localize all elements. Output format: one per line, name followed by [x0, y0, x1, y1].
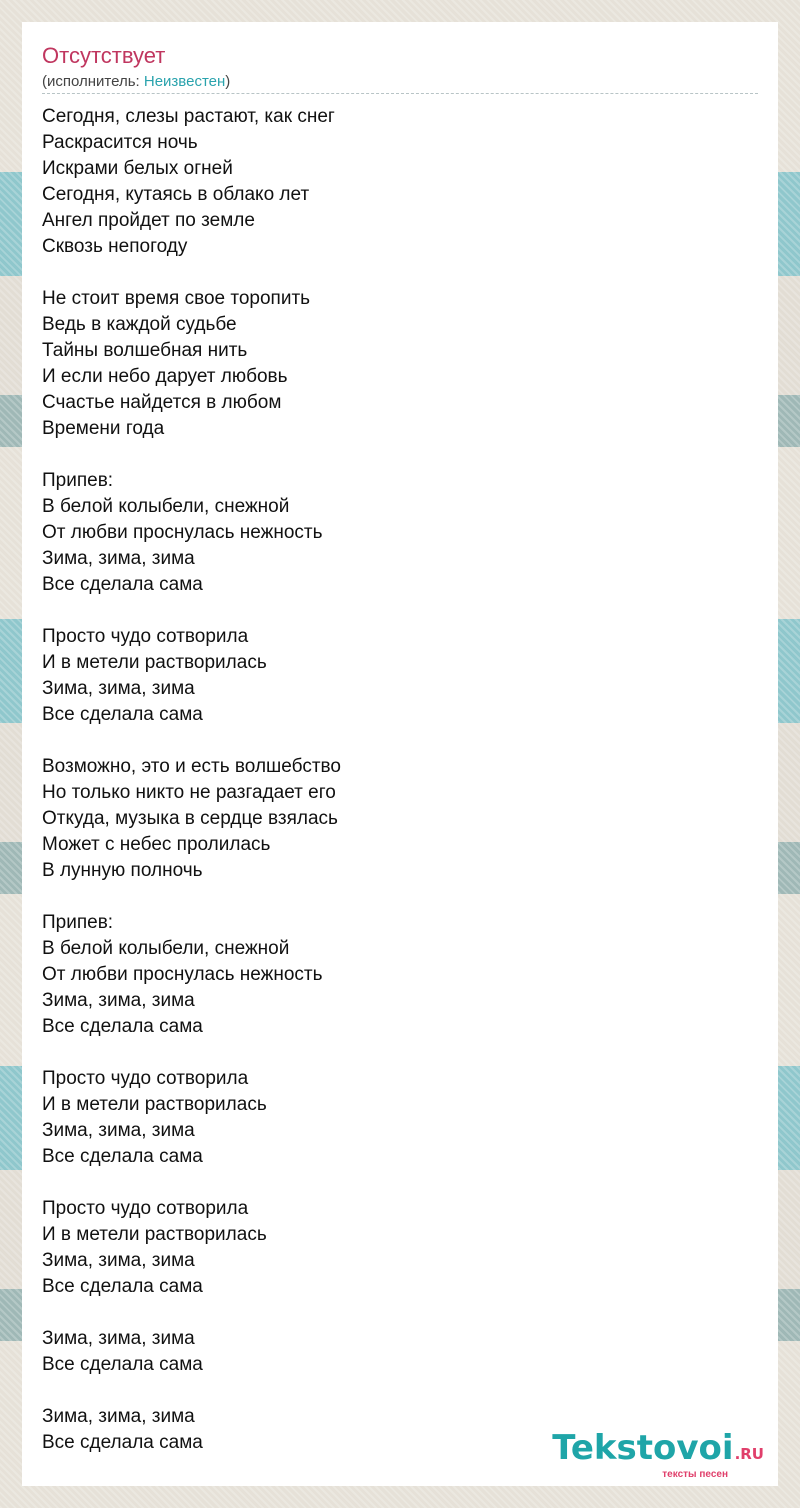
lyrics-text: Сегодня, слезы растают, как снег Раскрасится ночь Искрами белых огней Сегодня, кутаясь в облако лет Ангел пройдет по земле Сквозь непогоду Не стоит время свое торопить Ведь в каждой судьбе Тайны волшебная нить И если небо дарует любовь Счастье найдется в любом Времени года Припев: В белой колыбели, снежной От любви проснулась нежность Зима, зима, зима Все сделала сама Просто чудо сотворила И в метели растворилась Зима, зима, зима Все сделала сама Возможно, это и есть волшебство Но только никто не разгадает его Откуда, музыка в сердце взялась Может с небес пролилась В лунную полночь Припев: В белой колыбели, снежной От любви проснулась нежность Зима, зима, зима Все сделала сама Просто чудо сотворила И в метели растворилась Зима, зима, зима Все сделала сама Просто чудо сотворила И в метели растворилась Зима, зима, зима Все сделала сама Зима, зима, зима Все сделала сама Зима, зима, зима Все сделала сама — [42, 106, 341, 1453]
artist-link[interactable]: Неизвестен — [143, 73, 226, 90]
logo-wordmark — [552, 1430, 764, 1472]
artist-suffix: ) — [225, 73, 231, 90]
song-title: Отсутствует — [42, 43, 166, 68]
artist-prefix: (исполнитель: — [42, 73, 144, 90]
logo-tagline: тексты песен — [662, 1469, 728, 1480]
logo-tld: .RU — [734, 1445, 764, 1463]
divider — [42, 93, 758, 94]
lyrics-card — [22, 22, 778, 1486]
site-logo[interactable] — [552, 1430, 764, 1480]
artist-line — [42, 72, 230, 92]
logo-name: Tekstovoi — [552, 1428, 734, 1468]
